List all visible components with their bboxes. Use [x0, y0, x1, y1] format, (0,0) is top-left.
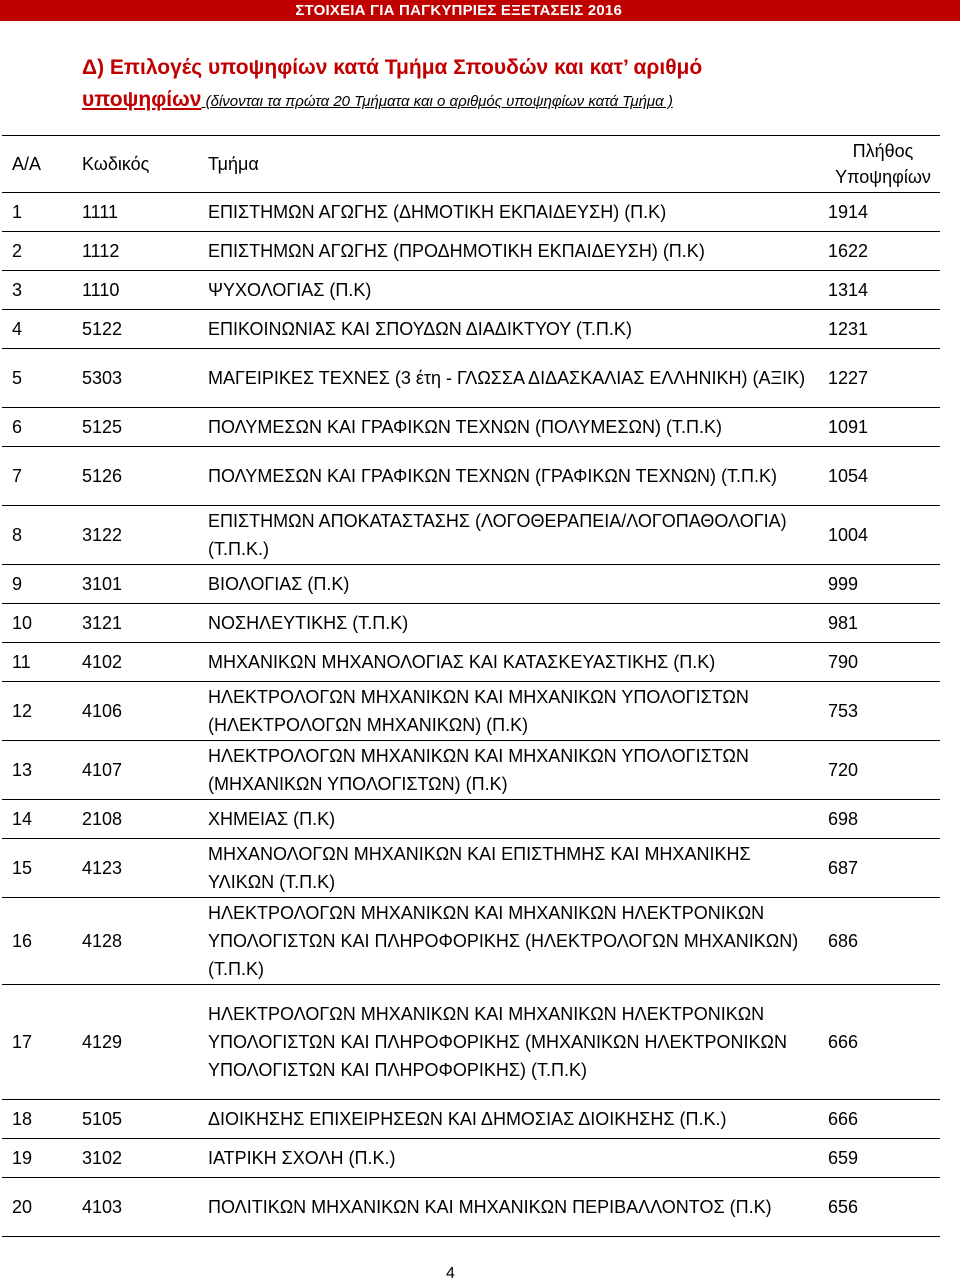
cell-aa: 15 — [2, 839, 66, 898]
cell-count: 687 — [814, 839, 940, 898]
cell-code: 2108 — [66, 800, 180, 839]
cell-code: 5105 — [66, 1100, 180, 1139]
cell-code: 4106 — [66, 682, 180, 741]
cell-department: ΕΠΙΣΤΗΜΩΝ ΑΓΩΓΗΣ (ΠΡΟΔΗΜΟΤΙΚΗ ΕΚΠΑΙΔΕΥΣΗ) (Π.Κ) — [180, 232, 814, 271]
cell-count: 1231 — [814, 310, 940, 349]
table-row — [2, 800, 940, 839]
cell-count: 1314 — [814, 271, 940, 310]
cell-department: ΗΛΕΚΤΡΟΛΟΓΩΝ ΜΗΧΑΝΙΚΩΝ ΚΑΙ ΜΗΧΑΝΙΚΩΝ ΗΛΕΚΤΡΟΝΙΚΩΝ ΥΠΟΛΟΓΙΣΤΩΝ ΚΑΙ ΠΛΗΡΟΦΟΡΙΚΗΣ (ΜΗΧΑΝΙΚΩΝ ΗΛΕΚΤΡΟΝΙΚΩΝ ΥΠΟΛΟΓΙΣΤΩΝ ΚΑΙ ΠΛΗΡΟΦΟΡΙΚΗΣ) (Τ.Π.Κ) — [180, 985, 814, 1100]
table-row — [2, 898, 940, 985]
table-row — [2, 1100, 940, 1139]
departments-table — [2, 135, 940, 1237]
cell-code: 4103 — [66, 1178, 180, 1237]
table-row — [2, 349, 940, 408]
cell-aa: 10 — [2, 604, 66, 643]
cell-aa: 17 — [2, 985, 66, 1100]
cell-count: 1227 — [814, 349, 940, 408]
cell-count: 686 — [814, 898, 940, 985]
cell-department: ΠΟΛΥΜΕΣΩΝ ΚΑΙ ΓΡΑΦΙΚΩΝ ΤΕΧΝΩΝ (ΓΡΑΦΙΚΩΝ ΤΕΧΝΩΝ) (Τ.Π.Κ) — [180, 447, 814, 506]
cell-department: ΜΗΧΑΝΙΚΩΝ ΜΗΧΑΝΟΛΟΓΙΑΣ ΚΑΙ ΚΑΤΑΣΚΕΥΑΣΤΙΚΗΣ (Π.Κ) — [180, 643, 814, 682]
cell-code: 1112 — [66, 232, 180, 271]
cell-department: ΜΗΧΑΝΟΛΟΓΩΝ ΜΗΧΑΝΙΚΩΝ ΚΑΙ ΕΠΙΣΤΗΜΗΣ ΚΑΙ ΜΗΧΑΝΙΚΗΣ ΥΛΙΚΩΝ (Τ.Π.Κ) — [180, 839, 814, 898]
cell-count: 999 — [814, 565, 940, 604]
cell-aa: 16 — [2, 898, 66, 985]
cell-aa: 9 — [2, 565, 66, 604]
cell-code: 3101 — [66, 565, 180, 604]
cell-code: 3122 — [66, 506, 180, 565]
cell-aa: 11 — [2, 643, 66, 682]
cell-count: 753 — [814, 682, 940, 741]
table-row — [2, 985, 940, 1100]
cell-aa: 7 — [2, 447, 66, 506]
cell-department: ΔΙΟΙΚΗΣΗΣ ΕΠΙΧΕΙΡΗΣΕΩΝ ΚΑΙ ΔΗΜΟΣΙΑΣ ΔΙΟΙΚΗΣΗΣ (Π.Κ.) — [180, 1100, 814, 1139]
cell-department: ΗΛΕΚΤΡΟΛΟΓΩΝ ΜΗΧΑΝΙΚΩΝ ΚΑΙ ΜΗΧΑΝΙΚΩΝ ΗΛΕΚΤΡΟΝΙΚΩΝ ΥΠΟΛΟΓΙΣΤΩΝ ΚΑΙ ΠΛΗΡΟΦΟΡΙΚΗΣ (ΗΛΕΚΤΡΟΛΟΓΩΝ ΜΗΧΑΝΙΚΩΝ) (Τ.Π.Κ) — [180, 898, 814, 985]
table-row — [2, 506, 940, 565]
header-banner-text: ΣΤΟΙΧΕΙΑ ΓΙΑ ΠΑΓΚΥΠΡΙΕΣ ΕΞΕΤΑΣΕΙΣ 2016 — [295, 2, 622, 19]
cell-code: 1111 — [66, 193, 180, 232]
cell-aa: 3 — [2, 271, 66, 310]
cell-code: 3121 — [66, 604, 180, 643]
cell-aa: 20 — [2, 1178, 66, 1237]
table-row — [2, 193, 940, 232]
table-row — [2, 604, 940, 643]
cell-aa: 2 — [2, 232, 66, 271]
cell-count: 656 — [814, 1178, 940, 1237]
header-aa: Α/Α — [2, 136, 66, 193]
cell-count: 720 — [814, 741, 940, 800]
cell-department: ΗΛΕΚΤΡΟΛΟΓΩΝ ΜΗΧΑΝΙΚΩΝ ΚΑΙ ΜΗΧΑΝΙΚΩΝ ΥΠΟΛΟΓΙΣΤΩΝ (ΗΛΕΚΤΡΟΛΟΓΩΝ ΜΗΧΑΝΙΚΩΝ) (Π.Κ) — [180, 682, 814, 741]
header-count — [814, 136, 940, 193]
table-row — [2, 1139, 940, 1178]
cell-aa: 18 — [2, 1100, 66, 1139]
cell-code: 4102 — [66, 643, 180, 682]
table-row — [2, 682, 940, 741]
cell-code: 5303 — [66, 349, 180, 408]
cell-department: ΕΠΙΚΟΙΝΩΝΙΑΣ ΚΑΙ ΣΠΟΥΔΩΝ ΔΙΑΔΙΚΤΥΟΥ (Τ.Π.Κ) — [180, 310, 814, 349]
cell-department: ΕΠΙΣΤΗΜΩΝ ΑΓΩΓΗΣ (ΔΗΜΟΤΙΚΗ ΕΚΠΑΙΔΕΥΣΗ) (Π.Κ) — [180, 193, 814, 232]
cell-department: ΧΗΜΕΙΑΣ (Π.Κ) — [180, 800, 814, 839]
header-count-line2: Υποψηφίων — [835, 167, 931, 187]
table-row — [2, 839, 940, 898]
cell-department: ΠΟΛΥΜΕΣΩΝ ΚΑΙ ΓΡΑΦΙΚΩΝ ΤΕΧΝΩΝ (ΠΟΛΥΜΕΣΩΝ) (Τ.Π.Κ) — [180, 408, 814, 447]
cell-count: 1091 — [814, 408, 940, 447]
table-row — [2, 310, 940, 349]
cell-department: ΙΑΤΡΙΚΗ ΣΧΟΛΗ (Π.Κ.) — [180, 1139, 814, 1178]
cell-code: 4107 — [66, 741, 180, 800]
cell-department: ΗΛΕΚΤΡΟΛΟΓΩΝ ΜΗΧΑΝΙΚΩΝ ΚΑΙ ΜΗΧΑΝΙΚΩΝ ΥΠΟΛΟΓΙΣΤΩΝ (ΜΗΧΑΝΙΚΩΝ ΥΠΟΛΟΓΙΣΤΩΝ) (Π.Κ) — [180, 741, 814, 800]
cell-code: 5125 — [66, 408, 180, 447]
cell-code: 4129 — [66, 985, 180, 1100]
cell-aa: 5 — [2, 349, 66, 408]
cell-count: 659 — [814, 1139, 940, 1178]
table-row — [2, 447, 940, 506]
table-row — [2, 741, 940, 800]
cell-count: 666 — [814, 985, 940, 1100]
cell-code: 3102 — [66, 1139, 180, 1178]
cell-count: 790 — [814, 643, 940, 682]
cell-department: ΕΠΙΣΤΗΜΩΝ ΑΠΟΚΑΤΑΣΤΑΣΗΣ (ΛΟΓΟΘΕΡΑΠΕΙΑ/ΛΟΓΟΠΑΘΟΛΟΓΙΑ) (Τ.Π.Κ.) — [180, 506, 814, 565]
table-row — [2, 271, 940, 310]
cell-code: 5122 — [66, 310, 180, 349]
cell-code: 5126 — [66, 447, 180, 506]
cell-count: 1622 — [814, 232, 940, 271]
cell-count: 1004 — [814, 506, 940, 565]
cell-count: 981 — [814, 604, 940, 643]
cell-aa: 4 — [2, 310, 66, 349]
header-code: Κωδικός — [66, 136, 180, 193]
cell-department: ΒΙΟΛΟΓΙΑΣ (Π.Κ) — [180, 565, 814, 604]
section-heading — [82, 52, 942, 118]
cell-aa: 19 — [2, 1139, 66, 1178]
table-row — [2, 232, 940, 271]
table-row — [2, 1178, 940, 1237]
cell-department: ΠΟΛΙΤΙΚΩΝ ΜΗΧΑΝΙΚΩΝ ΚΑΙ ΜΗΧΑΝΙΚΩΝ ΠΕΡΙΒΑΛΛΟΝΤΟΣ (Π.Κ) — [180, 1178, 814, 1237]
cell-department: ΜΑΓΕΙΡΙΚΕΣ ΤΕΧΝΕΣ (3 έτη - ΓΛΩΣΣΑ ΔΙΔΑΣΚΑΛΙΑΣ ΕΛΛΗΝΙΚΗ) (ΑΞΙΚ) — [180, 349, 814, 408]
cell-code: 4123 — [66, 839, 180, 898]
table-row — [2, 408, 940, 447]
cell-department: ΝΟΣΗΛΕΥΤΙΚΗΣ (Τ.Π.Κ) — [180, 604, 814, 643]
cell-department: ΨΥΧΟΛΟΓΙΑΣ (Π.Κ) — [180, 271, 814, 310]
table-body — [2, 193, 940, 1237]
cell-aa: 12 — [2, 682, 66, 741]
cell-aa: 1 — [2, 193, 66, 232]
cell-aa: 14 — [2, 800, 66, 839]
table-header-row — [2, 136, 940, 193]
cell-code: 4128 — [66, 898, 180, 985]
section-subtitle: (δίνονται τα πρώτα 20 Τμήματα και ο αριθμός υποψηφίων κατά Τμήμα ) — [201, 93, 673, 110]
cell-count: 666 — [814, 1100, 940, 1139]
header-department: Τμήμα — [180, 136, 814, 193]
cell-code: 1110 — [66, 271, 180, 310]
header-count-line1: Πλήθος — [852, 141, 914, 161]
cell-aa: 6 — [2, 408, 66, 447]
cell-aa: 13 — [2, 741, 66, 800]
cell-count: 1054 — [814, 447, 940, 506]
section-title-line1: Δ) Επιλογές υποψηφίων κατά Τμήμα Σπουδών και κατ’ αριθμό — [82, 56, 703, 79]
table-row — [2, 565, 940, 604]
cell-count: 1914 — [814, 193, 940, 232]
cell-aa: 8 — [2, 506, 66, 565]
cell-count: 698 — [814, 800, 940, 839]
section-title-line2: υποψηφίων — [82, 88, 202, 111]
table-row — [2, 643, 940, 682]
header-banner — [0, 0, 960, 21]
page-number: 4 — [446, 1265, 455, 1282]
